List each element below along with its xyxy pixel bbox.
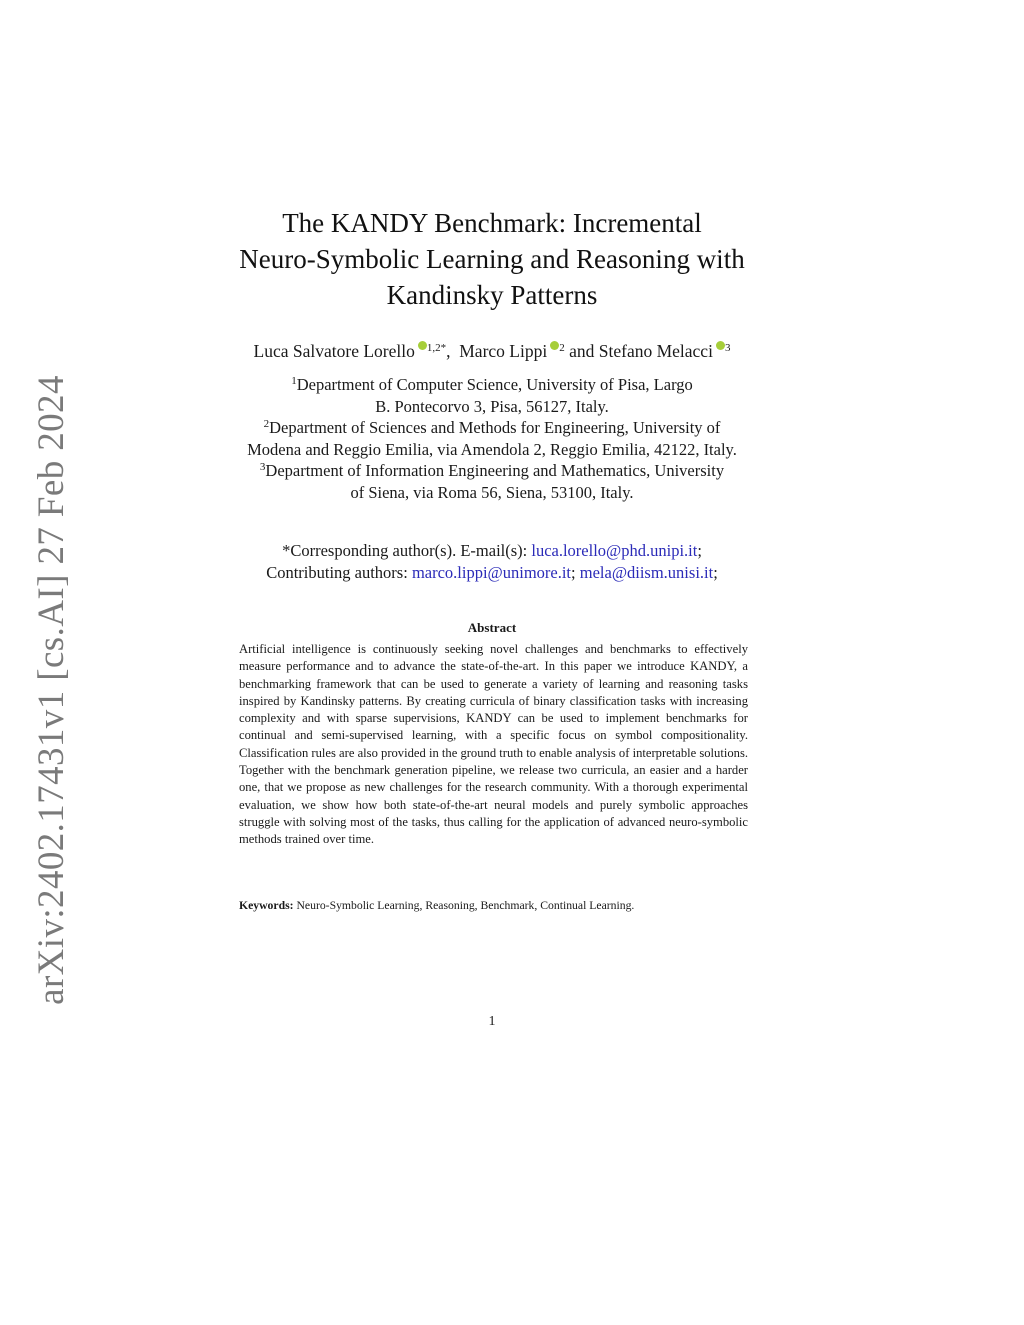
affiliation-line: Department of Information Engineering and Mathematics, University [265,461,725,480]
correspondence-block [150,540,834,584]
affiliation-line: of Siena, via Roma 56, Siena, 53100, Italy. [350,482,634,502]
affiliation-line: Department of Sciences and Methods for Engineering, University of [269,418,721,437]
email-separator: ; [571,563,580,582]
arxiv-identifier-sidebar: arXiv:2402.17431v1 [cs.AI] 27 Feb 2024 [31,375,72,1005]
affiliation-line: Department of Computer Science, University of Pisa, Largo [296,375,693,394]
title-line-2: Neuro-Symbolic Learning and Reasoning with [239,244,745,274]
abstract-body: Artificial intelligence is continuously seeking novel challenges and benchmarks to effectively measure performance and to advance the state-of-the-art. In this paper we introduce KANDY, a benchmarking framework that can be used to generate a variety of learning and reasoning tasks inspired by Kandinsky patterns. By creating curricula of binary classification tasks with increasing complexity and with sparse supervisions, KANDY can be used to implement benchmarks for continual and semi-supervised learning, with a specific focus on symbol compositionality. Classification rules are also provided in the ground truth to enable analysis of interpretable solutions. Together with the benchmark generation pipeline, we release two curricula, an easier and a harder one, that we propose as new challenges for the research community. With a thorough experimental evaluation, we show how both state-of-the-art neural models and purely symbolic approaches struggle with solving most of the tasks, thus calling for the application of advanced neuro-symbolic methods trained over time. [239,642,748,847]
keywords-list: Neuro-Symbolic Learning, Reasoning, Benchmark, Continual Learning. [293,899,635,912]
corresponding-author-line [150,540,834,562]
affiliation-3 [150,460,834,503]
author-affiliation-marker: 2 [559,342,565,354]
contributing-label: Contributing authors: [266,563,412,582]
author-separator: and [564,341,599,361]
author-affiliation-marker: 1,2* [426,342,447,354]
corresponding-label: *Corresponding author(s). E-mail(s): [282,541,532,560]
affiliation-1 [150,374,834,417]
affiliation-2 [150,417,834,460]
email-link-lorello[interactable]: luca.lorello@phd.unipi.it [531,541,698,560]
abstract-heading: Abstract [467,620,517,635]
title-line-1: The KANDY Benchmark: Incremental [282,208,702,238]
paper-title [192,205,792,313]
affiliation-line: Modena and Reggio Emilia, via Amendola 2, Reggio Emilia, 42122, Italy. [247,439,737,459]
email-link-melacci[interactable]: mela@diism.unisi.it [579,563,714,582]
keywords [239,898,779,914]
affiliation-number: 2 [263,418,270,430]
author-separator: , [446,341,460,361]
orcid-icon[interactable] [716,341,725,350]
affiliation-number: 3 [259,461,266,473]
affiliation-line: B. Pontecorvo 3, Pisa, 56127, Italy. [375,396,609,416]
author-list [150,338,834,364]
orcid-icon[interactable] [418,341,427,350]
orcid-icon[interactable] [550,341,559,350]
author-name: Marco Lippi [459,341,548,361]
author-name: Stefano Melacci [598,341,713,361]
email-link-lippi[interactable]: marco.lippi@unimore.it [411,563,572,582]
affiliation-number: 1 [291,375,297,387]
email-separator: ; [713,563,718,582]
title-line-3: Kandinsky Patterns [386,280,598,310]
page-number: 1 [488,1014,496,1029]
keywords-label: Keywords: [239,899,294,912]
author-name: Luca Salvatore Lorello [253,341,415,361]
email-separator: ; [697,541,702,560]
contributing-authors-line [150,562,834,584]
author-affiliation-marker: 3 [724,342,731,354]
affiliations [150,374,834,503]
